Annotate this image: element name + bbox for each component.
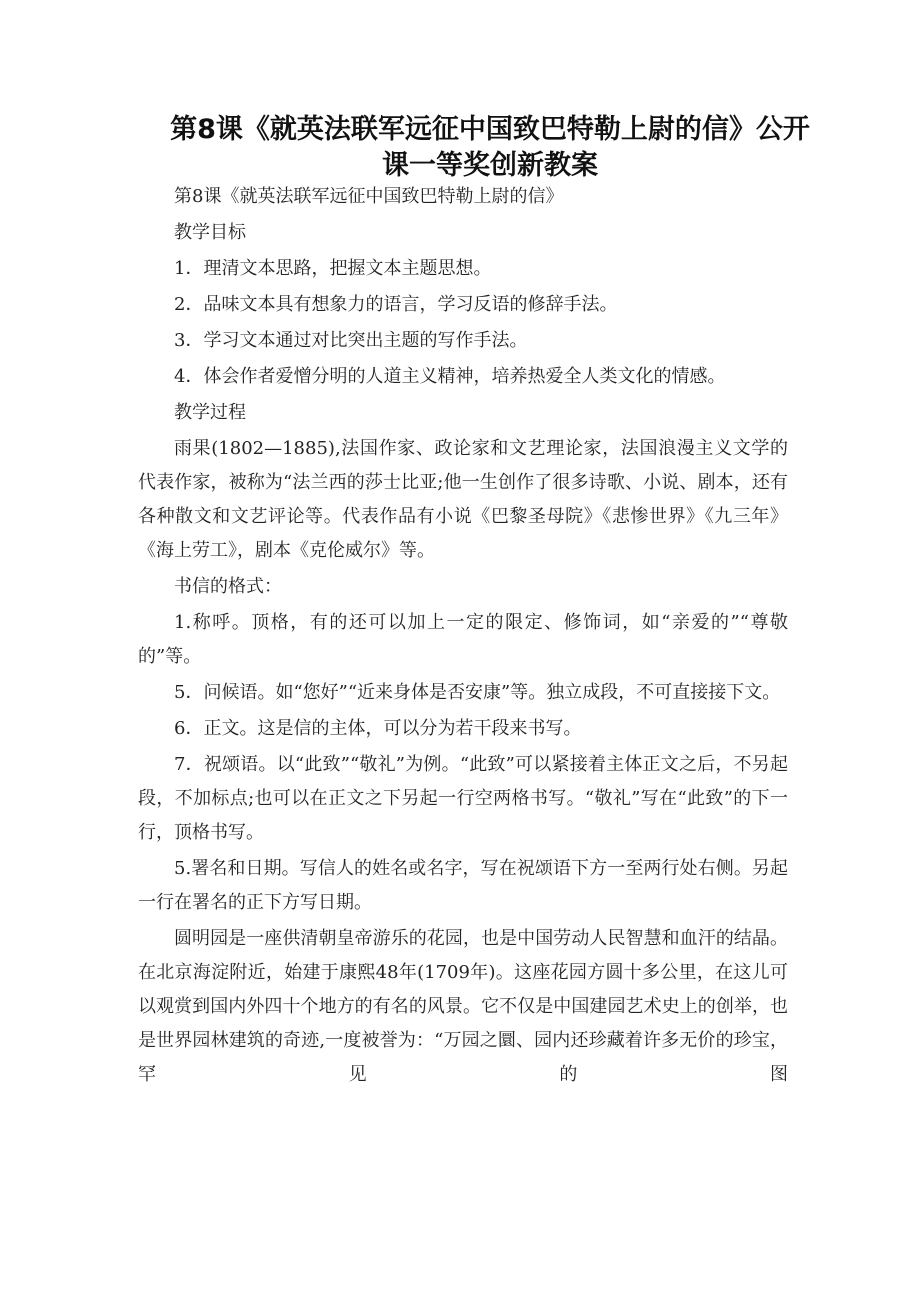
page-title [140, 112, 840, 184]
title-line-1: 第8课《就英法联军远征中国致巴特勒上尉的信》公开 [170, 114, 810, 145]
document-body [138, 180, 788, 1094]
format-item: 6．正文。这是信的主体，可以分为若干段来书写。 [174, 718, 582, 739]
format-item: 5．问候语。如“您好”“近来身体是否安康”等。独立成段，不可直接接下文。 [174, 682, 781, 703]
title-line-2: 课一等奖创新教案 [382, 150, 598, 181]
letter-format-heading: 书信的格式： [174, 576, 282, 597]
format-item: 1.称呼。顶格，有的还可以加上一定的限定、修饰词，如“亲爱的”“尊敬的”等。 [138, 612, 788, 667]
yuanmingyuan-paragraph: 圆明园是一座供清朝皇帝游乐的花园，也是中国劳动人民智慧和血汗的结晶。在北京海淀附近，始建于康熙48年(1709年)。这座花园方圆十多公里，在这儿可以观赏到国内外四十个地方的有名的风景。它不仅是中国建园艺术史上的创举，也是世界园林建筑的奇迹,一度被誉为：“万园之圜、园内还珍藏着许多无价的珍宝，罕见的图 [138, 928, 788, 1085]
format-item: 7．祝颂语。以“此致”“敬礼”为例。“此致”可以紧接着主体正文之后，不另起段，不加标点;也可以在正文之下另起一行空两格书写。“敬礼”写在“此致”的下一行，顶格书写。 [138, 754, 788, 843]
objective-item: 2．品味文本具有想象力的语言，学习反语的修辞手法。 [174, 294, 618, 315]
section-heading-objectives: 教学目标 [174, 222, 246, 243]
author-paragraph: 雨果(1802—1885),法国作家、政论家和文艺理论家，法国浪漫主义文学的代表作家，被称为“法兰西的莎士比亚;他一生创作了很多诗歌、小说、剧本，还有各种散文和文艺评论等。代表作品有小说《巴黎圣母院》《悲惨世界》《九三年》《海上劳工》，剧本《克伦威尔》等。 [138, 438, 788, 561]
format-item: 5.署名和日期。写信人的姓名或名字，写在祝颂语下方一至两行处右侧。另起一行在署名的正下方写日期。 [138, 858, 788, 913]
objective-item: 4．体会作者爱憎分明的人道主义精神，培养热爱全人类文化的情感。 [174, 366, 726, 387]
lesson-heading: 第8课《就英法联军远征中国致巴特勒上尉的信》 [174, 186, 564, 207]
objective-item: 3．学习文本通过对比突出主题的写作手法。 [174, 330, 528, 351]
section-heading-process: 教学过程 [174, 402, 246, 423]
objective-item: 1．理清文本思路，把握文本主题思想。 [174, 258, 492, 279]
